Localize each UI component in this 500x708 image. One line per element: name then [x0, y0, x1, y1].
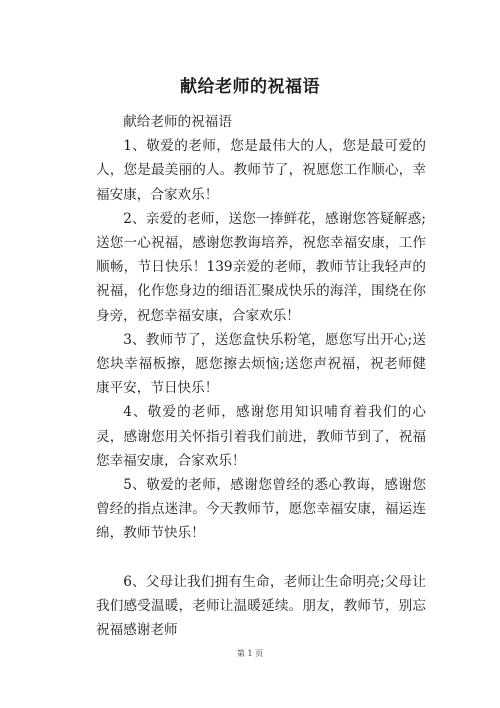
document-body [96, 110, 426, 642]
paragraph-5: 5、敬爱的老师，感谢您曾经的悉心教诲，感谢您曾经的指点迷津。今天教师节，愿您幸福安康，福运连绵，教师节快乐！ [96, 477, 426, 542]
paragraph-2: 2、亲爱的老师，送您一捧鲜花，感谢您答疑解惑;送您一心祝福，感谢您教诲培养，祝您幸福安康，工作顺畅，节日快乐！139亲爱的老师，教师节让我轻声的祝福，化作您身边的细语汇聚成快乐的海洋，围绕在你身旁，祝您幸福安康，合家欢乐！ [96, 210, 426, 324]
page-number: 第 1 页 [236, 649, 264, 658]
document-title: 献给老师的祝福语 [180, 77, 320, 97]
paragraph-3: 3、教师节了，送您盒快乐粉笔，愿您写出开心;送您块幸福板擦，愿您擦去烦恼;送您声祝福，祝老师健康平安，节日快乐！ [96, 331, 426, 397]
paragraph-1: 1、敬爱的老师，您是最伟大的人，您是最可爱的人，您是最美丽的人。教师节了，祝愿您工作顺心，幸福安康，合家欢乐！ [96, 138, 426, 203]
paragraph-4: 4、敬爱的老师，感谢您用知识哺育着我们的心灵，感谢您用关怀指引着我们前进，教师节到了，祝福您幸福安康，合家欢乐！ [96, 404, 426, 469]
document-subtitle: 献给老师的祝福语 [123, 114, 232, 130]
paragraph-6: 6、父母让我们拥有生命，老师让生命明亮;父母让我们感受温暖，老师让温暖延续。朋友，教师节，别忘祝福感谢老师 [96, 573, 426, 639]
